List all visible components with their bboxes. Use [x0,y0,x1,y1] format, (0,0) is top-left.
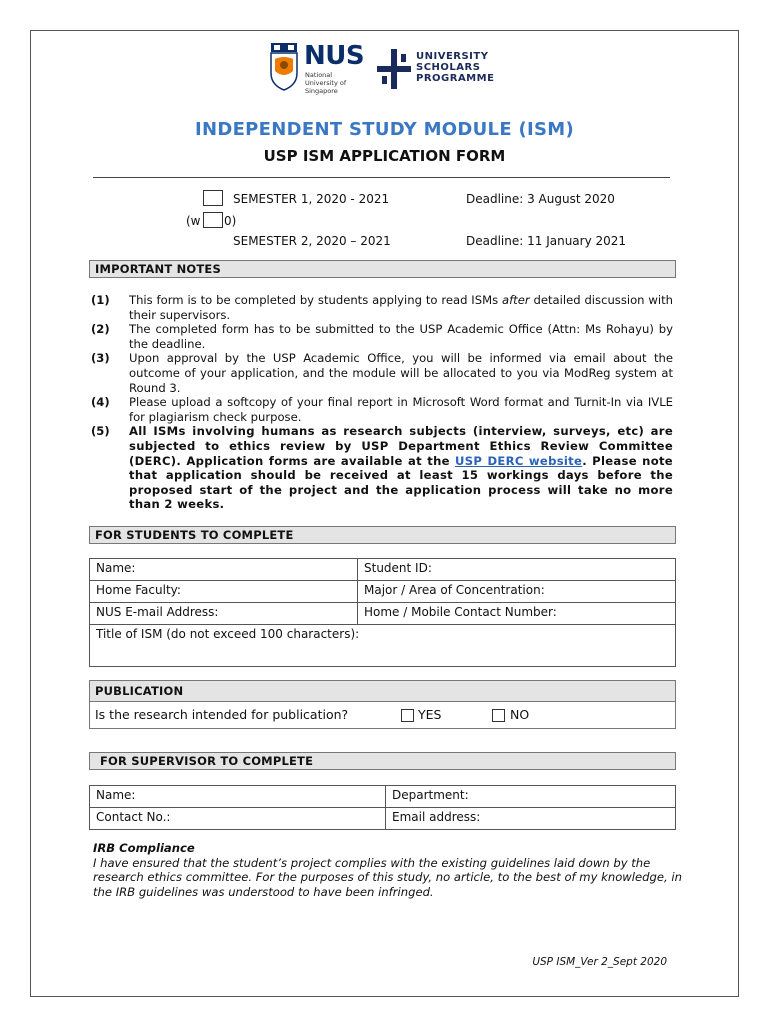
student-details-table [89,558,676,667]
semester-1-label: SEMESTER 1, 2020 - 2021 [233,192,390,206]
form-page [30,30,739,997]
note-text: Upon approval by the USP Academic Office, you will be informed via email about the outcome of your application, and the module will be allocated to you via ModReg system at Round 3. [129,351,673,395]
nus-email-field[interactable]: NUS E-mail Address: [90,603,358,625]
supervisor-section-heading: FOR SUPERVISOR TO COMPLETE [89,752,676,770]
publication-question-row [89,701,676,729]
overlap-note-start: (w [186,214,201,228]
irb-compliance-section [93,841,683,899]
semester-2-label: SEMESTER 2, 2020 – 2021 [233,234,391,248]
publication-no-label: NO [510,707,530,722]
note-item [91,395,673,424]
irb-heading: IRB Compliance [93,841,195,855]
student-name-field[interactable]: Name: [90,559,358,581]
student-id-field[interactable]: Student ID: [358,559,676,581]
note-item [91,293,673,322]
note-item [91,322,673,351]
usp-wordmark [416,51,494,84]
publication-yes-checkbox[interactable] [401,709,414,722]
important-notes-heading: IMPORTANT NOTES [89,260,676,278]
supervisor-name-field[interactable]: Name: [90,786,386,808]
semester-2-checkbox[interactable] [203,212,223,228]
page-title: INDEPENDENT STUDY MODULE (ISM) [194,119,575,140]
ism-title-field[interactable]: Title of ISM (do not exceed 100 characters): [90,625,676,667]
usp-line-1: UNIVERSITY [416,51,489,62]
usp-logo-icon [377,49,411,89]
home-faculty-field[interactable]: Home Faculty: [90,581,358,603]
note-number: (4) [91,395,110,410]
note-item [91,351,673,395]
version-footer: USP ISM_Ver 2_Sept 2020 [532,956,667,968]
important-notes-list [91,293,673,512]
nus-wordmark: NUS [304,41,365,71]
publication-yes-label: YES [418,707,442,722]
usp-line-3: PROGRAMME [416,73,495,84]
overlap-note-end: 0) [224,214,237,228]
supervisor-details-table [89,785,676,830]
note-text: The completed form has to be submitted to the USP Academic Office (Attn: Ms Rohayu) by the deadline. [129,322,673,351]
semester-2-deadline: Deadline: 11 January 2021 [466,234,627,248]
supervisor-department-field[interactable]: Department: [386,786,676,808]
nus-subtitle: National University of Singapore [305,71,347,95]
usp-line-2: SCHOLARS [416,62,481,73]
semester-1-deadline: Deadline: 3 August 2020 [466,192,615,206]
publication-no-checkbox[interactable] [492,709,505,722]
major-field[interactable]: Major / Area of Concentration: [358,581,676,603]
nus-crest-icon [268,43,300,91]
note-number: (5) [91,424,110,439]
note-text: Please upload a softcopy of your final report in Microsoft Word format and Turnit-In via IVLE for plagiarism check purpose. [129,395,673,424]
students-section-heading: FOR STUDENTS TO COMPLETE [89,526,676,544]
supervisor-email-field[interactable]: Email address: [386,808,676,830]
note-text: This form is to be completed by students applying to read ISMs after detailed discussion with their supervisors. [129,293,673,322]
supervisor-contact-field[interactable]: Contact No.: [90,808,386,830]
note-number: (3) [91,351,110,366]
note-number: (2) [91,322,110,337]
header-logos [268,43,508,95]
title-divider [93,177,670,178]
note-text: All ISMs involving humans as research subjects (interview, surveys, etc) are subjected to ethics review by USP Department Ethics Review Committee (DERC). Application forms are available at the USP DERC website. Please note that application should be received at least 15 workings days before the proposed start of the project and the application process will take no more than 2 weeks. [129,424,673,512]
publication-heading: PUBLICATION [89,680,676,702]
irb-statement: I have ensured that the student’s project complies with the existing guidelines laid down by the research ethics committee. For the purposes of this study, no article, to the best of my knowledge, in the IRB guidelines was understood to have been infringed. [93,855,682,899]
semester-1-checkbox[interactable] [203,190,223,206]
usp-derc-website-link[interactable]: USP DERC website [455,453,583,468]
contact-number-field[interactable]: Home / Mobile Contact Number: [358,603,676,625]
note-number: (1) [91,293,110,307]
note-item [91,424,673,512]
page-subtitle: USP ISM APPLICATION FORM [263,147,506,165]
publication-question: Is the research intended for publication? [95,707,349,722]
